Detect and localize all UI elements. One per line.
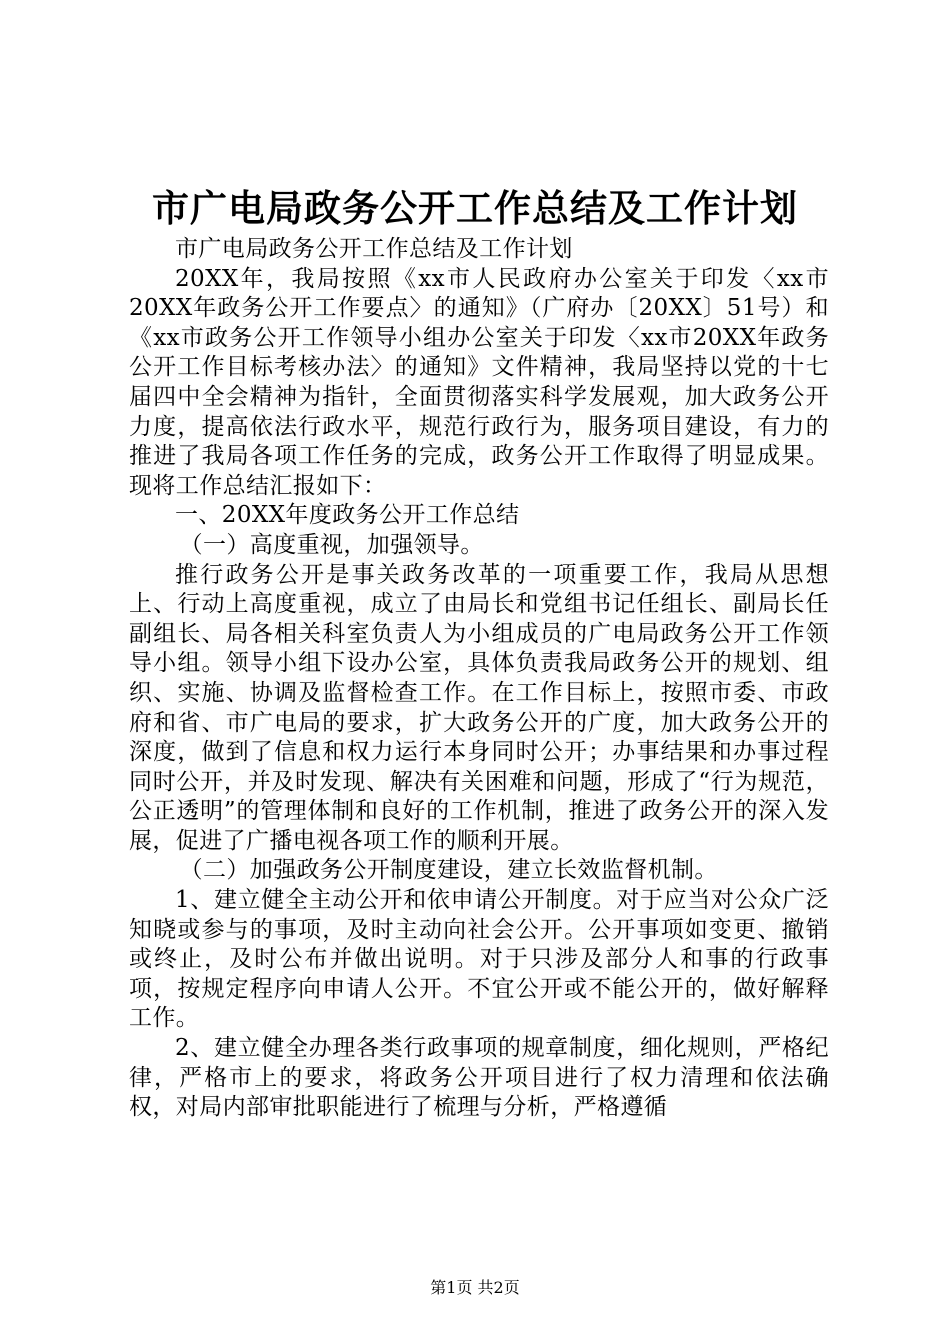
paragraph-item-2: 2、建立健全办理各类行政事项的规章制度，细化规则，严格纪律，严格市上的要求，将政务公开项目进行了权力清理和依法确权，对局内部审批职能进行了梳理与分析，严格遵循	[129, 1035, 829, 1121]
page-number: 第1页 共2页	[430, 1278, 520, 1297]
section-heading-1: 一、20XX年度政务公开工作总结	[175, 502, 520, 529]
subsection-heading-1: （一）高度重视，加强领导。	[179, 531, 484, 558]
document-title: 市广电局政务公开工作总结及工作计划	[152, 186, 798, 230]
paragraph-item-1: 1、建立健全主动公开和依申请公开制度。对于应当对公众广泛知晓或参与的事项，及时主动向社会公开。公开事项如变更、撤销或终止，及时公布并做出说明。对于只涉及部分人和事的行政事项，按规定程序向申请人公开。不宜公开或不能公开的，做好解释工作。	[129, 887, 829, 1032]
paragraph-leadership: 推行政务公开是事关政务改革的一项重要工作，我局从思想上、行动上高度重视，成立了由局长和党组书记任组长、副局长任副组长、局各相关科室负责人为小组成员的广电局政务公开工作领导小组。领导小组下设办公室，具体负责我局政务公开的规划、组织、实施、协调及监督检查工作。在工作目标上，按照市委、市政府和省、市广电局的要求，扩大政务公开的广度，加大政务公开的深度，做到了信息和权力运行本身同时公开；办事结果和办事过程同时公开，并及时发现、解决有关困难和问题，形成了“行为规范，公正透明”的管理体制和良好的工作机制，推进了政务公开的深入发展，促进了广播电视各项工作的顺利开展。	[129, 561, 829, 854]
paragraph-subtitle: 市广电局政务公开工作总结及工作计划	[175, 236, 573, 262]
subsection-heading-2: （二）加强政务公开制度建设，建立长效监督机制。	[179, 857, 718, 884]
document-body	[129, 235, 829, 1123]
paragraph-intro: 20XX年，我局按照《xx市人民政府办公室关于印发〈xx市20XX年政务公开工作要点〉的通知》（广府办〔20XX〕51号）和《xx市政务公开工作领导小组办公室关于印发〈xx市20XX年政务公开工作目标考核办法〉的通知》文件精神，我局坚持以党的十七届四中全会精神为指针，全面贯彻落实科学发展观，加大政务公开力度，提高依法行政水平，规范行政行为，服务项目建设，有力的推进了我局各项工作任务的完成，政务公开工作取得了明显成果。现将工作总结汇报如下：	[129, 265, 829, 499]
